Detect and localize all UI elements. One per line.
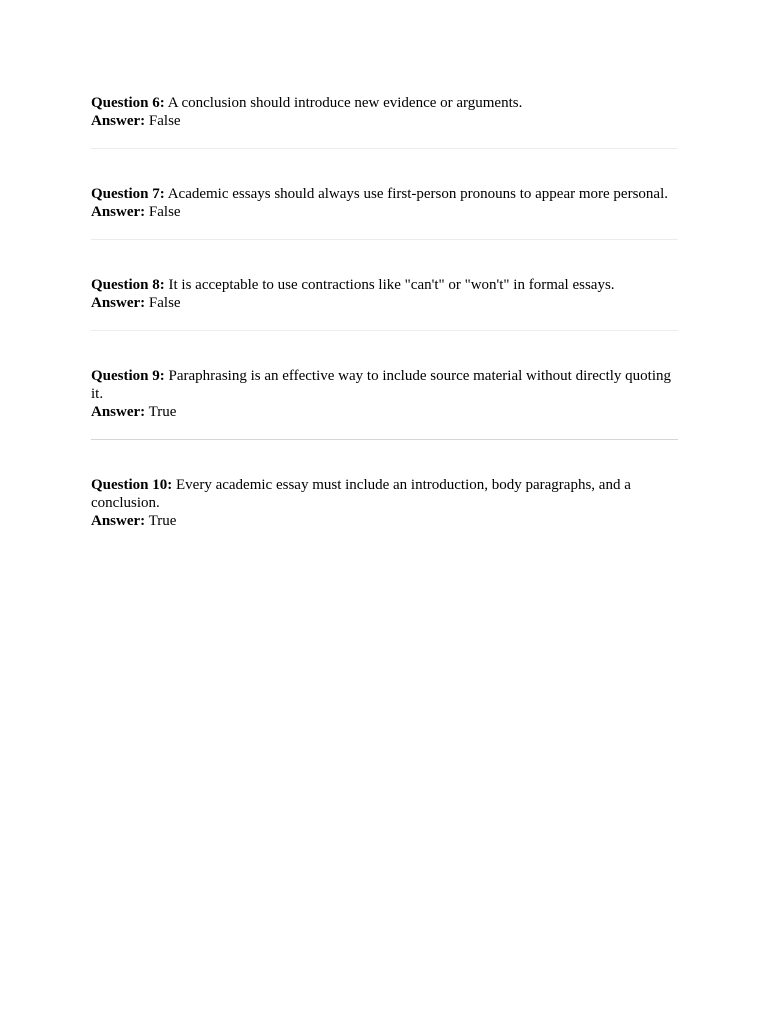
answer-label: Answer:	[91, 404, 146, 420]
answer-text: True	[148, 513, 177, 529]
answer-line	[91, 403, 678, 421]
question-text: Every academic essay must include an introduction, body paragraphs, and a conclusion.	[91, 477, 631, 511]
answer-text: False	[148, 204, 181, 220]
answer-line	[91, 112, 678, 130]
answer-line	[91, 512, 678, 530]
answer-label: Answer:	[91, 295, 146, 311]
question-line	[91, 276, 678, 294]
answer-line	[91, 203, 678, 221]
answer-label: Answer:	[91, 204, 146, 220]
question-text: Academic essays should always use first-person pronouns to appear more personal.	[167, 186, 668, 202]
question-label: Question 9:	[91, 368, 165, 384]
question-line	[91, 476, 678, 512]
question-label: Question 10:	[91, 477, 173, 493]
question-line	[91, 367, 678, 403]
qa-item-9	[91, 331, 678, 440]
question-text: A conclusion should introduce new evidence or arguments.	[167, 95, 523, 111]
qa-item-8	[91, 240, 678, 331]
question-label: Question 8:	[91, 277, 165, 293]
qa-item-7	[91, 149, 678, 240]
answer-text: False	[148, 295, 181, 311]
qa-list	[91, 94, 678, 548]
question-label: Question 7:	[91, 186, 165, 202]
question-label: Question 6:	[91, 95, 165, 111]
answer-text: True	[148, 404, 177, 420]
qa-item-10	[91, 440, 678, 548]
question-line	[91, 94, 678, 112]
answer-label: Answer:	[91, 113, 146, 129]
answer-label: Answer:	[91, 513, 146, 529]
question-line	[91, 185, 678, 203]
answer-line	[91, 294, 678, 312]
qa-item-6	[91, 94, 678, 149]
question-text: Paraphrasing is an effective way to include source material without directly quoting it.	[91, 368, 672, 402]
answer-text: False	[148, 113, 181, 129]
question-text: It is acceptable to use contractions like "can't" or "won't" in formal essays.	[168, 277, 615, 293]
